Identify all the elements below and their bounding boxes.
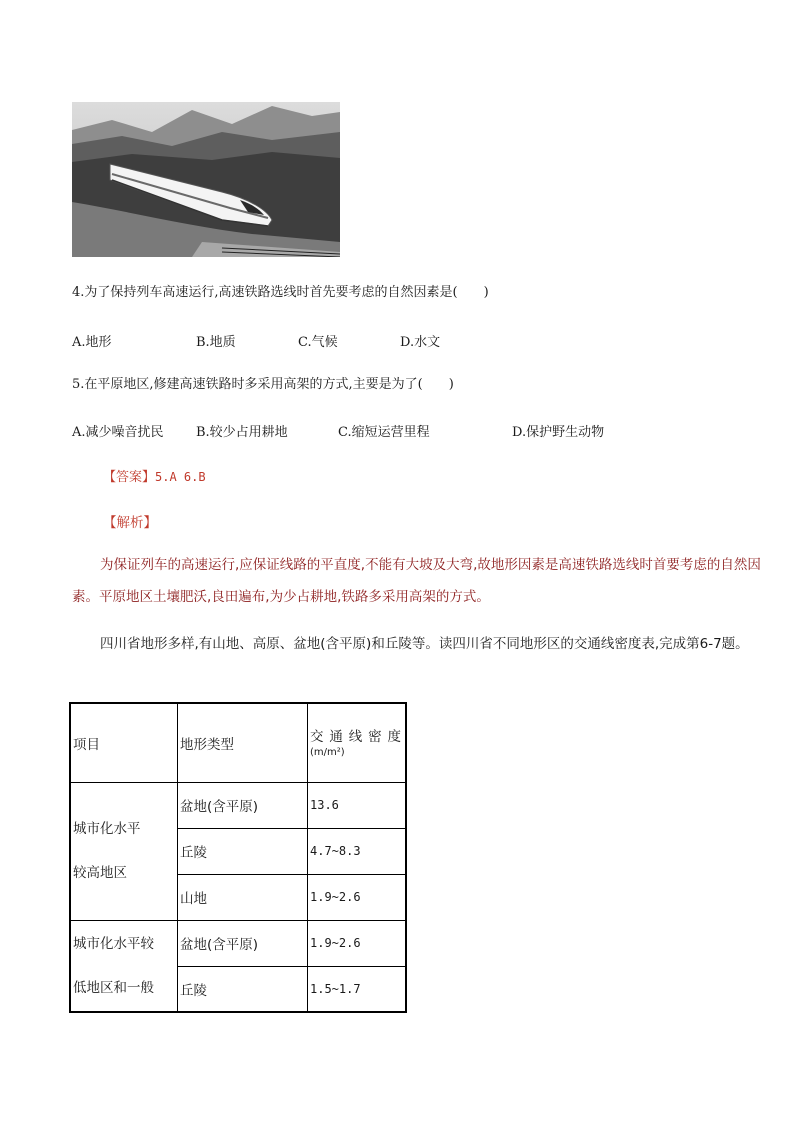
answer-block <box>103 466 206 485</box>
table-row <box>70 782 406 828</box>
terrain-cell: 丘陵 <box>178 966 308 1012</box>
q5-option-a: A.减少噪音扰民 <box>72 425 164 440</box>
q5-option-b: B.较少占用耕地 <box>196 425 288 440</box>
group2-label-line2: 低地区和一般 <box>73 979 154 996</box>
train-photo <box>72 102 340 257</box>
group1-label-line1: 城市化水平 <box>73 821 141 837</box>
group1-label-line2: 较高地区 <box>73 865 127 881</box>
table-row <box>70 920 406 966</box>
density-cell: 1.9~2.6 <box>308 920 407 966</box>
q4-option-d: D.水文 <box>400 335 441 350</box>
header-density <box>308 703 407 782</box>
group2-label <box>70 920 178 1012</box>
q4-option-a: A.地形 <box>72 335 112 350</box>
group2-label-line1: 城市化水平较 <box>73 935 154 952</box>
header-density-label: 交通线密度 <box>310 728 403 745</box>
terrain-cell: 盆地(含平原) <box>178 920 308 966</box>
density-cell: 13.6 <box>308 782 407 828</box>
answer-text: 5.A 6.B <box>155 470 206 484</box>
q4-option-b: B.地质 <box>196 335 236 350</box>
question-5-stem: 5.在平原地区,修建高速铁路时多采用高架的方式,主要是为了( ) <box>72 377 454 392</box>
density-cell: 1.5~1.7 <box>308 966 407 1012</box>
answer-label: 【答案】 <box>103 470 156 485</box>
table-intro: 四川省地形多样,有山地、高原、盆地(含平原)和丘陵等。读四川省不同地形区的交通线密度表,完成第6-7题。 <box>100 636 749 652</box>
density-cell: 4.7~8.3 <box>308 828 407 874</box>
analysis-text: 为保证列车的高速运行,应保证线路的平直度,不能有大坡及大弯,故地形因素是高速铁路选线时首要考虑的自然因素。平原地区土壤肥沃,良田遍布,为少占耕地,铁路多采用高架的方式。 <box>72 557 761 605</box>
table-header-row <box>70 703 406 782</box>
terrain-cell: 山地 <box>178 874 308 920</box>
header-density-unit: (m/m²) <box>310 746 345 758</box>
density-cell: 1.9~2.6 <box>308 874 407 920</box>
traffic-density-table <box>69 702 407 1013</box>
group1-label <box>70 782 178 920</box>
question-4-stem: 4.为了保持列车高速运行,高速铁路选线时首先要考虑的自然因素是( ) <box>72 285 489 300</box>
analysis-label: 【解析】 <box>103 515 157 531</box>
header-item: 项目 <box>70 703 178 782</box>
q4-option-c: C.气候 <box>298 335 338 350</box>
q5-option-c: C.缩短运营里程 <box>338 425 430 440</box>
terrain-cell: 盆地(含平原) <box>178 782 308 828</box>
q5-option-d: D.保护野生动物 <box>512 425 605 440</box>
header-terrain: 地形类型 <box>178 703 308 782</box>
terrain-cell: 丘陵 <box>178 828 308 874</box>
